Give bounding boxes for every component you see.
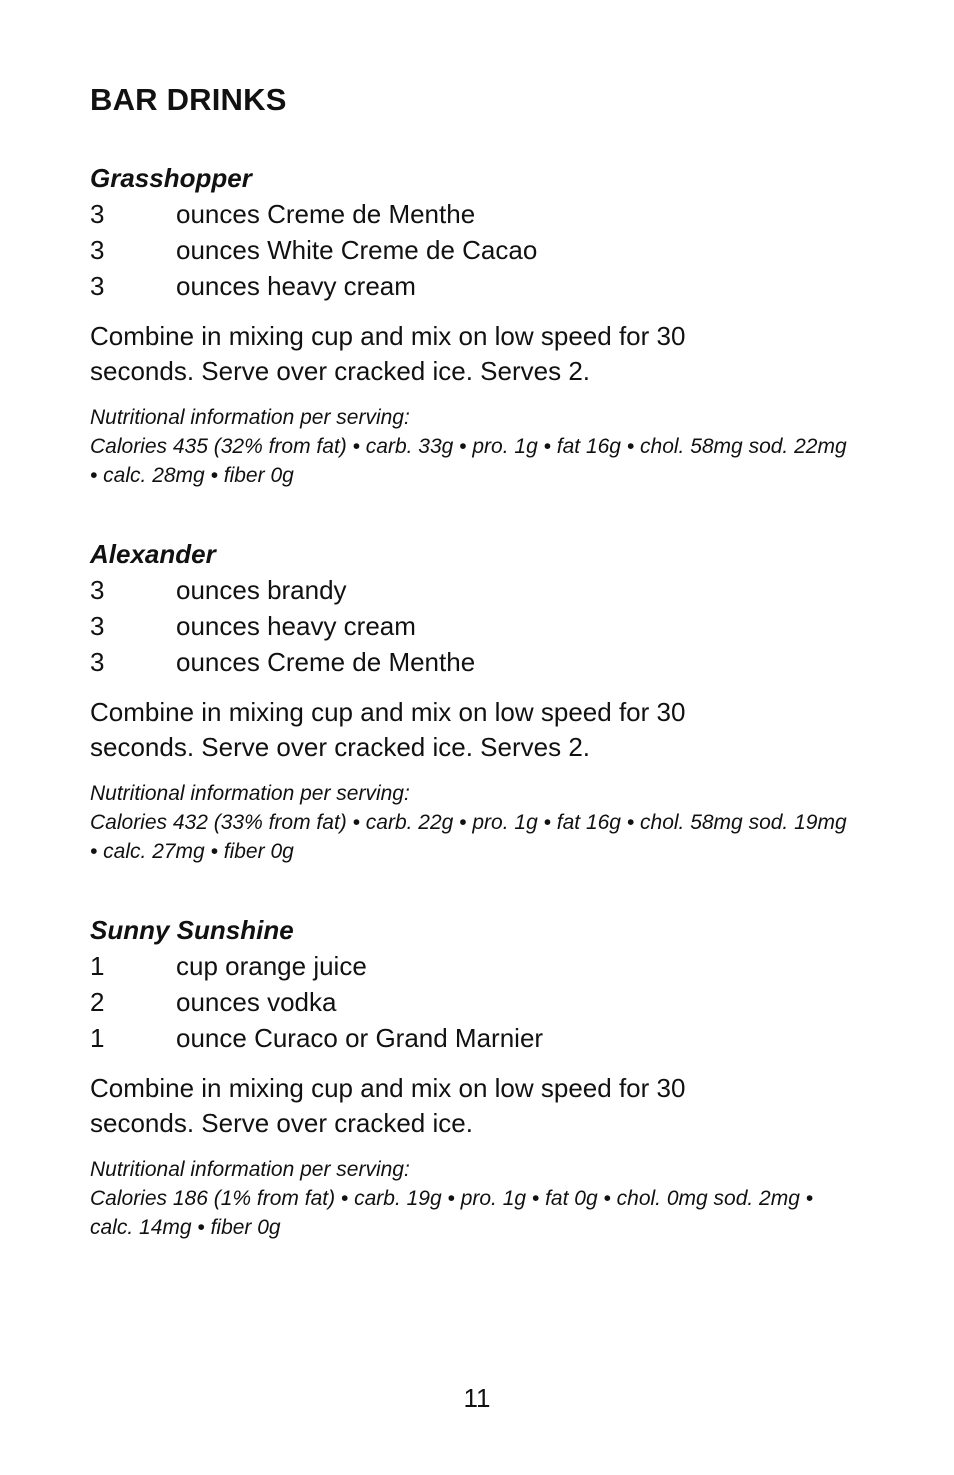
ingredient-item [90,948,870,984]
ingredient-name: ounces brandy [176,575,347,605]
recipe-alexander [90,536,870,866]
ingredient-quantity: 3 [90,575,105,605]
ingredient-item [90,984,870,1020]
ingredient-quantity: 1 [90,1023,105,1053]
nutrition-label: Nutritional information per serving: [90,406,410,429]
ingredient-name: ounces vodka [176,987,337,1017]
page-number: 11 [463,1383,491,1413]
ingredient-item [90,644,870,680]
ingredient-quantity: 3 [90,199,105,229]
ingredient-name: ounces White Creme de Cacao [176,235,538,265]
ingredient-item [90,608,870,644]
ingredient-list [90,948,870,1056]
ingredient-quantity: 3 [90,647,105,677]
recipe-name: Sunny Sunshine [90,915,294,945]
nutrition-values: Calories 435 (32% from fat) • carb. 33g • pro. 1g • fat 16g • chol. 58mg sod. 22mg • calc. 28mg • fiber 0g [90,435,847,487]
ingredient-name: ounce Curaco or Grand Marnier [176,1023,544,1053]
recipe-name: Grasshopper [90,163,252,193]
ingredient-quantity: 1 [90,951,105,981]
ingredient-quantity: 3 [90,611,105,641]
ingredient-quantity: 3 [90,235,105,265]
ingredient-item [90,232,870,268]
page-title: BAR DRINKS [90,82,287,117]
ingredient-name: cup orange juice [176,951,367,981]
recipe-directions: Combine in mixing cup and mix on low speed for 30 seconds. Serve over cracked ice. Serves 2. [90,697,686,762]
nutrition-info [90,779,850,866]
ingredient-item [90,268,870,304]
nutrition-label: Nutritional information per serving: [90,782,410,805]
ingredient-quantity: 3 [90,271,105,301]
ingredient-list [90,572,870,680]
recipe-name: Alexander [90,539,216,569]
recipe-grasshopper [90,160,870,490]
nutrition-values: Calories 432 (33% from fat) • carb. 22g • pro. 1g • fat 16g • chol. 58mg sod. 19mg • calc. 27mg • fiber 0g [90,811,847,863]
ingredient-name: ounces heavy cream [176,611,416,641]
ingredient-quantity: 2 [90,987,105,1017]
ingredient-item [90,196,870,232]
nutrition-info [90,1155,850,1242]
recipe-directions: Combine in mixing cup and mix on low speed for 30 seconds. Serve over cracked ice. Serves 2. [90,321,686,386]
ingredient-item [90,1020,870,1056]
recipe-sunny-sunshine [90,912,870,1242]
ingredient-name: ounces Creme de Menthe [176,199,476,229]
ingredient-name: ounces heavy cream [176,271,416,301]
ingredient-list [90,196,870,304]
ingredient-name: ounces Creme de Menthe [176,647,476,677]
recipe-directions: Combine in mixing cup and mix on low speed for 30 seconds. Serve over cracked ice. [90,1073,686,1138]
ingredient-item [90,572,870,608]
nutrition-label: Nutritional information per serving: [90,1158,410,1181]
nutrition-info [90,403,850,490]
nutrition-values: Calories 186 (1% from fat) • carb. 19g • pro. 1g • fat 0g • chol. 0mg sod. 2mg • calc. 14mg • fiber 0g [90,1187,814,1239]
